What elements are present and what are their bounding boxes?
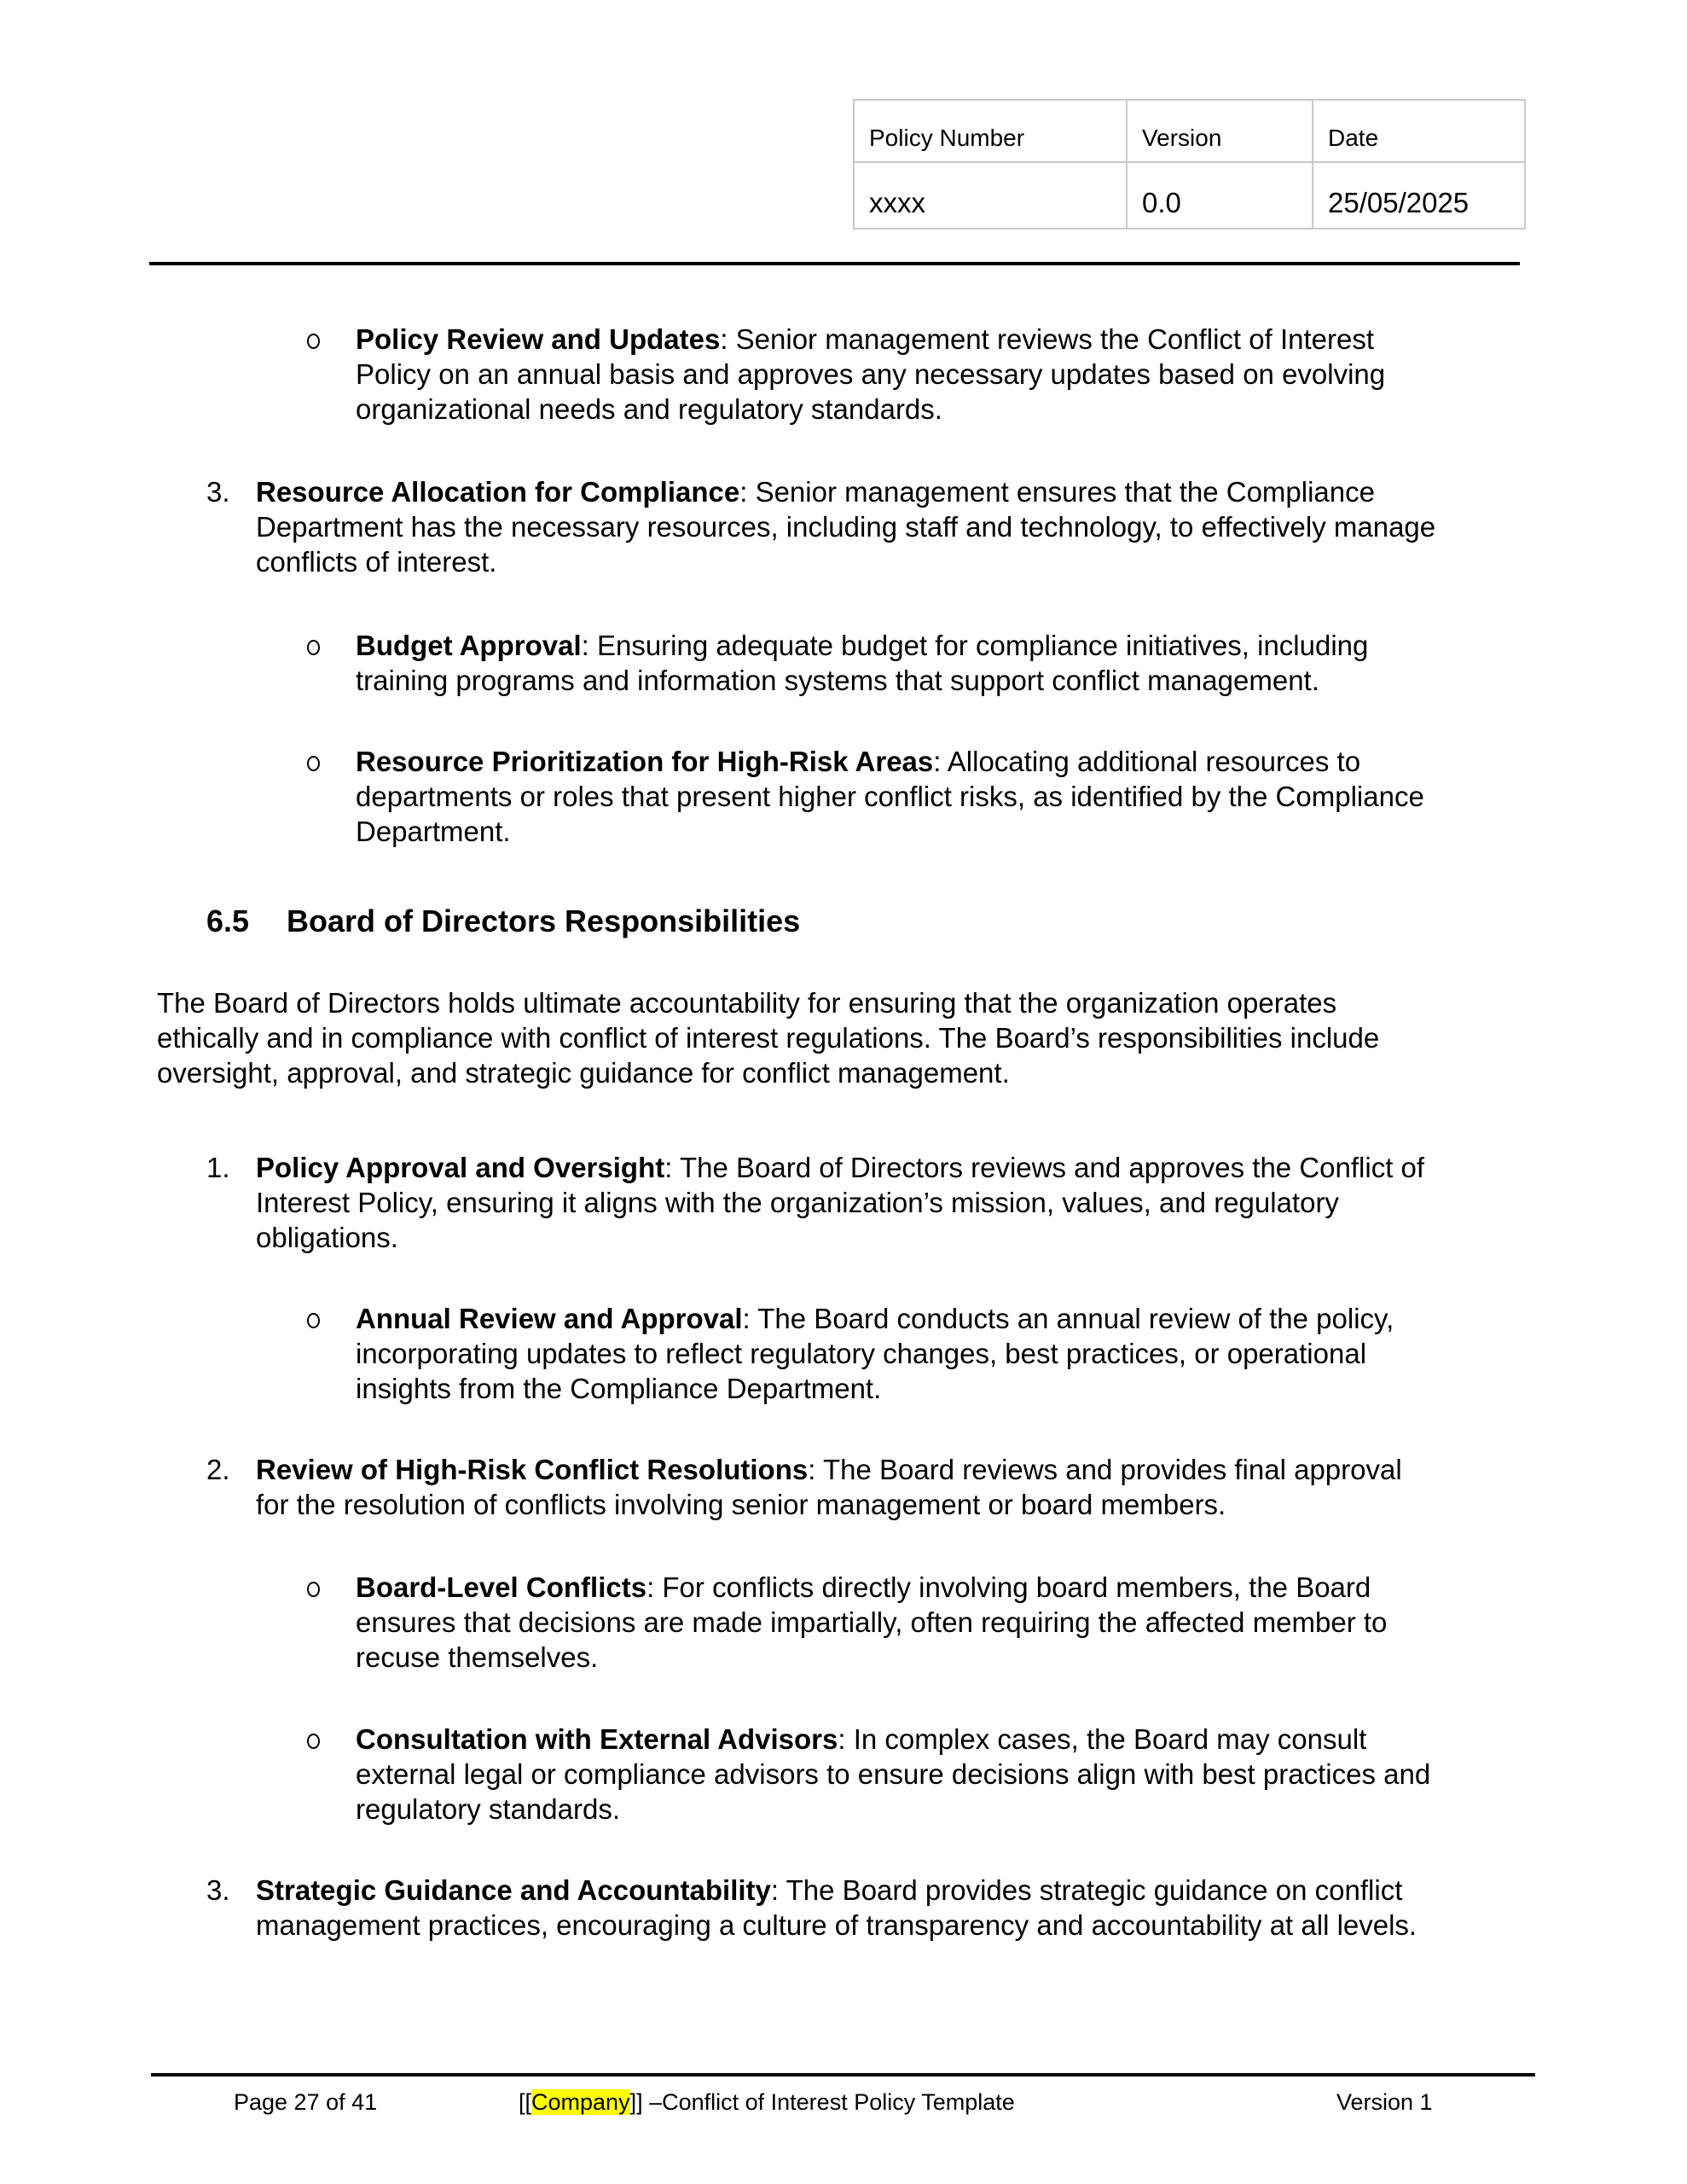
bullet-circle-icon: [307, 334, 320, 349]
list-item-high-risk-review: Review of High-Risk Conflict Resolutions: The Board reviews and provides final approval for the resolution of conflicts involving senior management or board members.: [256, 1454, 1402, 1520]
section-number: 6.5: [206, 903, 250, 938]
bullet-title: Budget Approval: [356, 630, 582, 661]
bullet-title: Consultation with External Advisors: [356, 1723, 838, 1755]
header-divider: [149, 262, 1520, 265]
footer-document-title: [[Company]] –Conflict of Interest Policy Template: [519, 2089, 1015, 2115]
company-placeholder-highlight: Company: [531, 2089, 630, 2115]
header-label-policy-number: Policy Number: [854, 100, 1127, 162]
bullet-circle-icon: [307, 1582, 320, 1597]
bullet-title: Board-Level Conflicts: [356, 1571, 647, 1603]
bullet-policy-review: Policy Review and Updates: Senior management reviews the Conflict of Interest Policy on an annual basis and approves any necessary updates based on evolving organizational needs and regulatory standards.: [356, 323, 1386, 425]
list-item-strategic-guidance: Strategic Guidance and Accountability: The Board provides strategic guidance on conflict management practices, encouraging a culture of transparency and accountability at all levels.: [256, 1874, 1417, 1941]
header-value-policy-number: xxxx: [854, 162, 1127, 229]
footer-divider: [151, 2073, 1535, 2077]
bullet-title: Annual Review and Approval: [356, 1303, 743, 1334]
header-label-version: Version: [1127, 100, 1313, 162]
bullet-external-advisors: Consultation with External Advisors: In complex cases, the Board may consult external legal or compliance advisors to ensure decisions align with best practices and regulatory standards.: [356, 1723, 1431, 1825]
item-title: Strategic Guidance and Accountability: [256, 1874, 771, 1906]
bullet-board-level-conflicts: Board-Level Conflicts: For conflicts directly involving board members, the Board ensures that decisions are made impartially, often requiring the affected member to recuse themselves.: [356, 1571, 1388, 1673]
item-title: Resource Allocation for Compliance: [256, 476, 740, 508]
header-value-date: 25/05/2025: [1313, 162, 1525, 229]
bullet-title: Resource Prioritization for High-Risk Areas: [356, 746, 934, 777]
bullet-circle-icon: [307, 756, 320, 771]
section-title: Board of Directors Responsibilities: [287, 903, 801, 938]
item-title: Policy Approval and Oversight: [256, 1152, 665, 1183]
footer-version: Version 1: [1336, 2089, 1433, 2115]
policy-header-table: [853, 99, 1526, 229]
list-number: 3.: [206, 476, 230, 508]
header-value-version: 0.0: [1127, 162, 1313, 229]
bullet-circle-icon: [307, 640, 320, 655]
bullet-title: Policy Review and Updates: [356, 323, 721, 355]
list-item-policy-approval: Policy Approval and Oversight: The Board of Directors reviews and approves the Conflict of Interest Policy, ensuring it aligns with the organization’s mission, values, and regulatory obligations.: [256, 1152, 1425, 1253]
section-intro-paragraph: The Board of Directors holds ultimate accountability for ensuring that the organization operates ethically and in compliance with conflict of interest regulations. The Board’s responsibilities include oversight, approval, and strategic guidance for conflict management.: [157, 987, 1380, 1089]
list-item-resource-allocation: Resource Allocation for Compliance: Senior management ensures that the Compliance Department has the necessary resources, including staff and technology, to effectively manage conflicts of interest.: [256, 476, 1436, 578]
bullet-circle-icon: [307, 1313, 320, 1328]
bullet-circle-icon: [307, 1734, 320, 1749]
list-number: 2.: [206, 1454, 230, 1485]
footer-page-number: Page 27 of 41: [234, 2089, 378, 2115]
header-label-date: Date: [1313, 100, 1525, 162]
bullet-resource-prioritization: Resource Prioritization for High-Risk Areas: Allocating additional resources to departments or roles that present higher conflict risks, as identified by the Compliance Department.: [356, 746, 1424, 847]
item-title: Review of High-Risk Conflict Resolutions: [256, 1454, 809, 1485]
list-number: 1.: [206, 1152, 230, 1183]
bullet-annual-review: Annual Review and Approval: The Board conducts an annual review of the policy, incorporating updates to reflect regulatory changes, best practices, or operational insights from the Compliance Department.: [356, 1303, 1394, 1404]
bullet-budget-approval: Budget Approval: Ensuring adequate budget for compliance initiatives, including training programs and information systems that support conflict management.: [356, 630, 1369, 696]
list-number: 3.: [206, 1874, 230, 1906]
